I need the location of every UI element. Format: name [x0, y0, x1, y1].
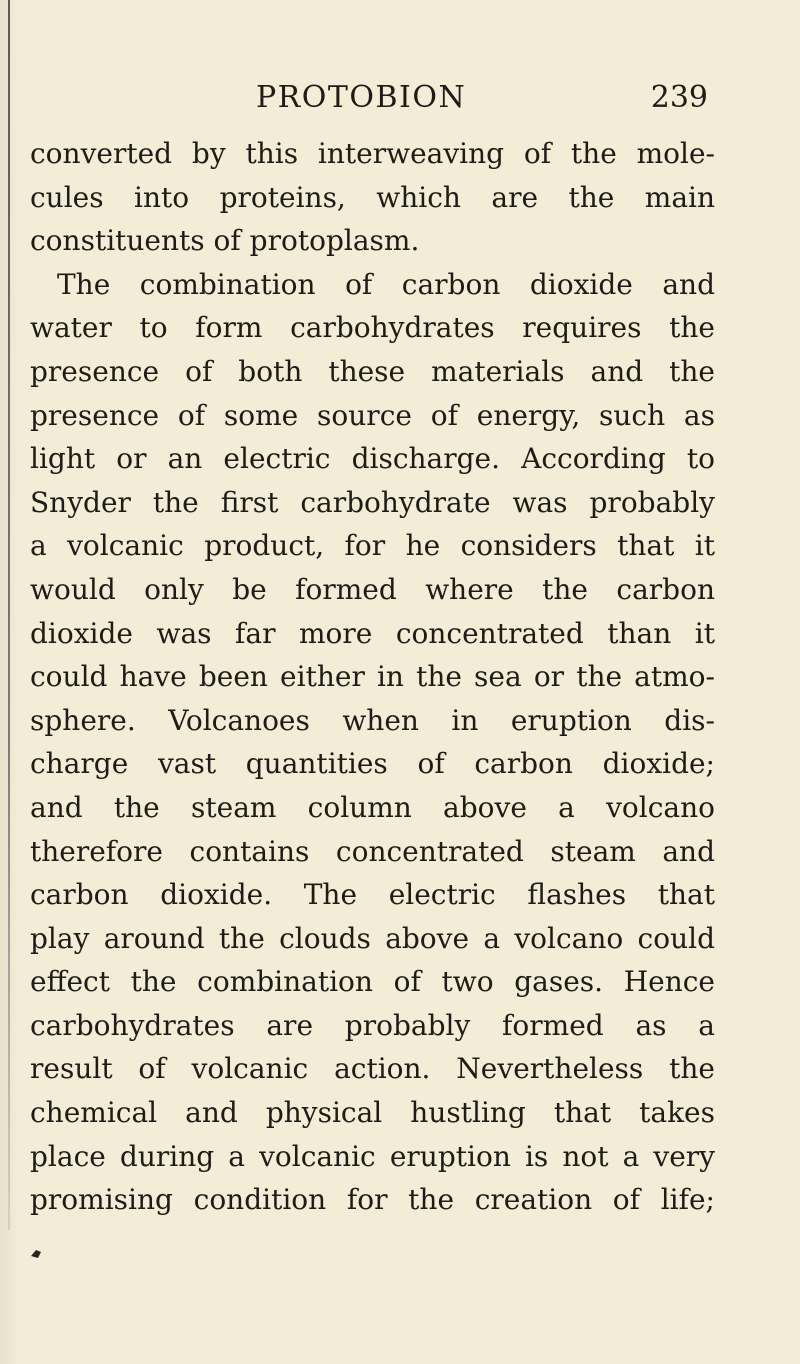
text-line: could have been either in the sea or the atmo- [30, 660, 715, 694]
text-line: would only be formed where the carbon [30, 572, 715, 606]
text-line: a volcanic product, for he considers that it [30, 529, 715, 563]
text-line: carbohydrates are probably formed as a [30, 1008, 715, 1042]
ink-mark-icon [29, 1247, 43, 1261]
text-line: effect the combination of two gases. Hence [30, 965, 715, 999]
text-line: presence of some source of energy, such as [30, 398, 715, 432]
text-line: result of volcanic action. Nevertheless the [30, 1052, 715, 1086]
text-line: dioxide was far more concentrated than it [30, 616, 715, 650]
running-title: PROTOBION [256, 80, 467, 115]
text-line: water to form carbohydrates requires the [30, 311, 715, 345]
paragraph-start-line: The combination of carbon dioxide and [57, 267, 715, 301]
page-header [0, 78, 800, 118]
page-edge-shadow [8, 0, 10, 1230]
text-line: and the steam column above a volcano [30, 790, 715, 824]
text-line: play around the clouds above a volcano could [30, 921, 715, 955]
text-line: Snyder the first carbohydrate was probably [30, 485, 715, 519]
text-line: promising condition for the creation of life; [30, 1183, 715, 1217]
text-line: light or an electric discharge. According to [30, 442, 715, 476]
text-line: constituents of protoplasm. [30, 224, 420, 258]
text-line: presence of both these materials and the [30, 354, 715, 388]
text-line: cules into proteins, which are the main [30, 180, 715, 214]
text-line: converted by this interweaving of the mole- [30, 137, 715, 170]
text-line: sphere. Volcanoes when in eruption dis- [30, 703, 715, 737]
body-text [30, 132, 715, 1222]
page-number: 239 [650, 80, 708, 115]
text-line: chemical and physical hustling that takes [30, 1096, 715, 1130]
text-line: therefore contains concentrated steam and [30, 834, 715, 868]
text-line: carbon dioxide. The electric flashes that [30, 878, 715, 912]
text-line: place during a volcanic eruption is not a very [30, 1139, 715, 1173]
text-line: charge vast quantities of carbon dioxide; [30, 747, 715, 781]
